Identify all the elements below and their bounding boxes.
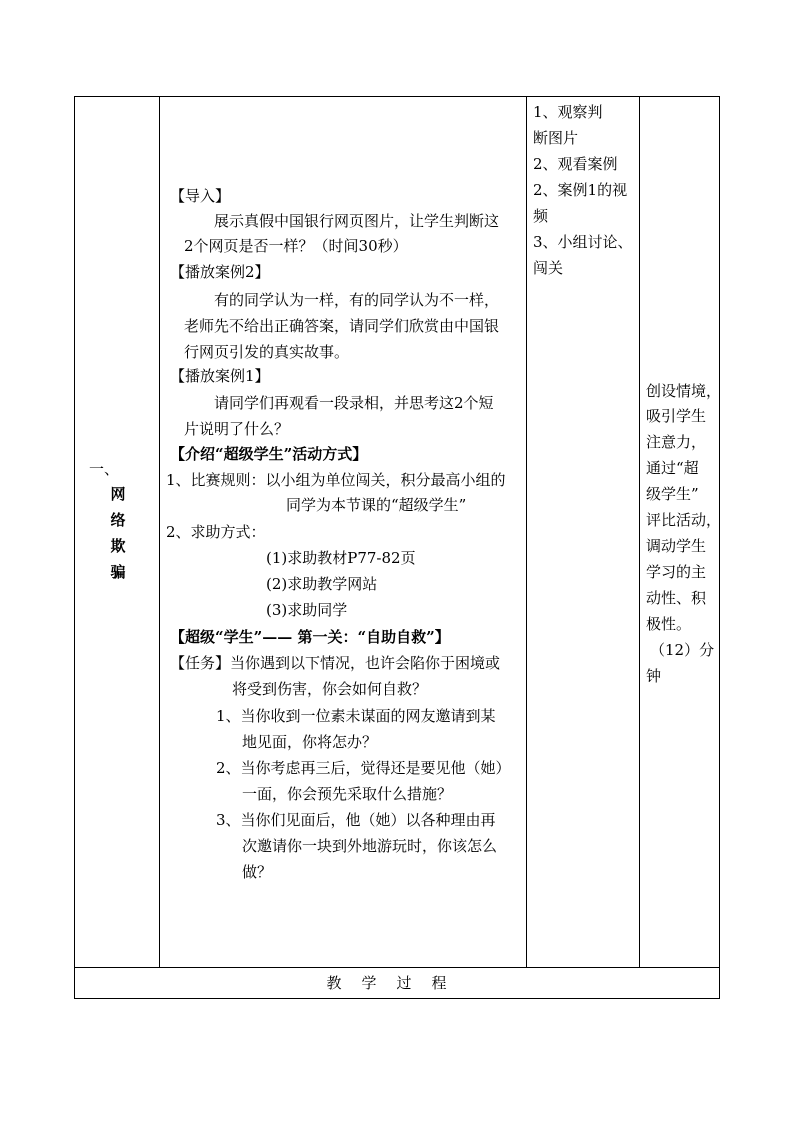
design-intent-line: （12）分 bbox=[650, 641, 715, 659]
level1-heading: 【超级“学生”—— 第一关：“自助自救”】 bbox=[170, 628, 450, 646]
help-item: (1)求助教材P77-82页 bbox=[266, 549, 416, 567]
case2-text-line: 有的同学认为一样，有的同学认为不一样， bbox=[214, 291, 500, 309]
section-title-char: 欺 bbox=[110, 537, 126, 555]
question-line: 地见面，你将怎办？ bbox=[242, 733, 378, 751]
column-divider-3 bbox=[639, 96, 640, 967]
design-intent-line: 吸引学生 bbox=[646, 407, 707, 425]
student-activity-line: 断图片 bbox=[533, 129, 579, 147]
rule-line: 同学为本节课的“超级学生” bbox=[286, 496, 467, 514]
student-activity-line: 3、小组讨论、 bbox=[533, 233, 633, 251]
design-intent-line: 钟 bbox=[646, 667, 662, 685]
design-intent-line: 极性。 bbox=[646, 615, 692, 633]
design-intent-line: 动性、积 bbox=[646, 589, 707, 607]
case1-text-line: 请同学们再观看一段录相，并思考这2个短 bbox=[214, 394, 494, 412]
question-line: 一面，你会预先采取什么措施？ bbox=[242, 785, 453, 803]
help-item: (2)求助教学网站 bbox=[266, 575, 378, 593]
question-line: 3、当你们见面后，他（她）以各种理由再 bbox=[216, 811, 496, 829]
student-activity-line: 闯关 bbox=[533, 259, 564, 277]
intro-text-line: 2个网页是否一样？（时间30秒） bbox=[184, 237, 408, 255]
design-intent-line: 级学生” bbox=[646, 485, 699, 503]
question-line: 次邀请你一块到外地游玩时，你该怎么 bbox=[242, 837, 498, 855]
intro-text-line: 展示真假中国银行网页图片，让学生判断这 bbox=[214, 212, 500, 230]
footer-label: 教学过程 bbox=[326, 974, 467, 992]
section-title-char: 网 bbox=[110, 485, 126, 503]
case2-heading: 【播放案例2】 bbox=[170, 263, 270, 281]
case1-heading: 【播放案例1】 bbox=[170, 367, 270, 385]
design-intent-line: 评比活动， bbox=[646, 511, 722, 529]
case2-text-line: 老师先不给出正确答案，请同学们欣赏由中国银 bbox=[184, 317, 500, 335]
help-item: (3)求助同学 bbox=[266, 601, 348, 619]
help-title: 2、求助方式： bbox=[166, 523, 266, 541]
student-activity-line: 2、案例1的视 bbox=[533, 181, 628, 199]
student-activity-line: 频 bbox=[533, 207, 549, 225]
task-line: 将受到伤害，你会如何自救？ bbox=[232, 680, 428, 698]
column-divider-2 bbox=[526, 96, 527, 967]
case2-text-line: 行网页引发的真实故事。 bbox=[184, 343, 350, 361]
column-divider-1 bbox=[159, 96, 160, 967]
activity-heading: 【介绍“超级学生”活动方式】 bbox=[170, 445, 368, 463]
table-left-border bbox=[74, 96, 75, 999]
table-right-border bbox=[719, 96, 720, 999]
task-line: 【任务】当你遇到以下情况，也许会陷你于困境或 bbox=[170, 654, 501, 672]
student-activity-line: 1、观察判 bbox=[533, 103, 603, 121]
section-number: 一、 bbox=[89, 460, 120, 478]
design-intent-line: 通过“超 bbox=[646, 459, 699, 477]
section-title-char: 络 bbox=[110, 511, 126, 529]
question-line: 做？ bbox=[242, 863, 273, 881]
design-intent-line: 学习的主 bbox=[646, 563, 707, 581]
question-line: 1、当你收到一位素未谋面的网友邀请到某 bbox=[216, 707, 496, 725]
question-line: 2、当你考虑再三后，觉得还是要见他（她） bbox=[216, 759, 511, 777]
table-top-border bbox=[74, 96, 720, 97]
design-intent-line: 注意力， bbox=[646, 433, 707, 451]
case1-text-line: 片说明了什么？ bbox=[184, 420, 290, 438]
section-title-char: 骗 bbox=[110, 563, 126, 581]
student-activity-line: 2、观看案例 bbox=[533, 155, 618, 173]
rule-line: 1、比赛规则：以小组为单位闯关，积分最高小组的 bbox=[166, 471, 506, 489]
design-intent-line: 创设情境， bbox=[646, 382, 722, 400]
design-intent-line: 调动学生 bbox=[646, 537, 707, 555]
intro-heading: 【导入】 bbox=[170, 187, 231, 205]
